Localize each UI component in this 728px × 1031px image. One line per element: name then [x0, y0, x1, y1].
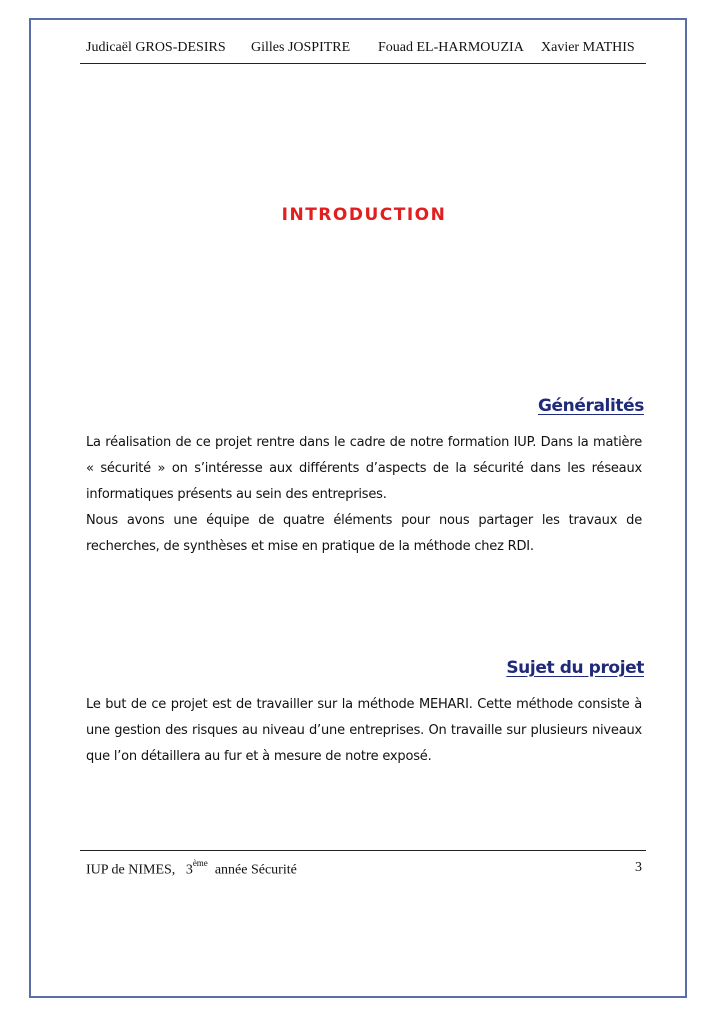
section-heading-generalites: Généralités: [537, 396, 644, 416]
page-number: 3: [635, 860, 642, 875]
author-name: Fouad EL-HARMOUZIA: [378, 40, 524, 55]
paragraph: La réalisation de ce projet rentre dans le cadre de notre formation IUP. Dans la matière « sécurité » on s’intéresse aux différents d’aspects de la sécurité dans les réseaux informatiques présents au sein des entreprises.: [86, 435, 642, 502]
footer-program: année Sécurité: [214, 862, 297, 878]
page-header: [86, 40, 642, 60]
footer-year-number: 3: [185, 862, 193, 878]
footer-school: IUP de NIMES,: [86, 862, 176, 878]
author-name: Gilles JOSPITRE: [251, 40, 351, 55]
author-name: Judicaël GROS-DESIRS: [86, 40, 226, 55]
footer-year-suffix: ème: [192, 858, 208, 868]
page-footer: [86, 860, 642, 879]
section-body-generalites: [86, 430, 642, 560]
paragraph: Le but de ce projet est de travailler sur la méthode MEHARI. Cette méthode consiste à une gestion des risques au niveau d’une entreprises. On travaille sur plusieurs niveaux que l’on détaillera au fur et à mesure de notre exposé.: [86, 697, 642, 764]
footer-divider: [80, 850, 646, 851]
section-body-sujet-du-projet: [86, 692, 642, 770]
author-name: Xavier MATHIS: [541, 40, 635, 55]
header-divider: [80, 63, 646, 64]
paragraph: Nous avons une équipe de quatre éléments pour nous partager les travaux de recherches, de synthèses et mise en pratique de la méthode chez RDI.: [86, 513, 642, 554]
section-heading-sujet-du-projet: Sujet du projet: [506, 658, 644, 678]
page-title: INTRODUCTION: [281, 205, 447, 225]
